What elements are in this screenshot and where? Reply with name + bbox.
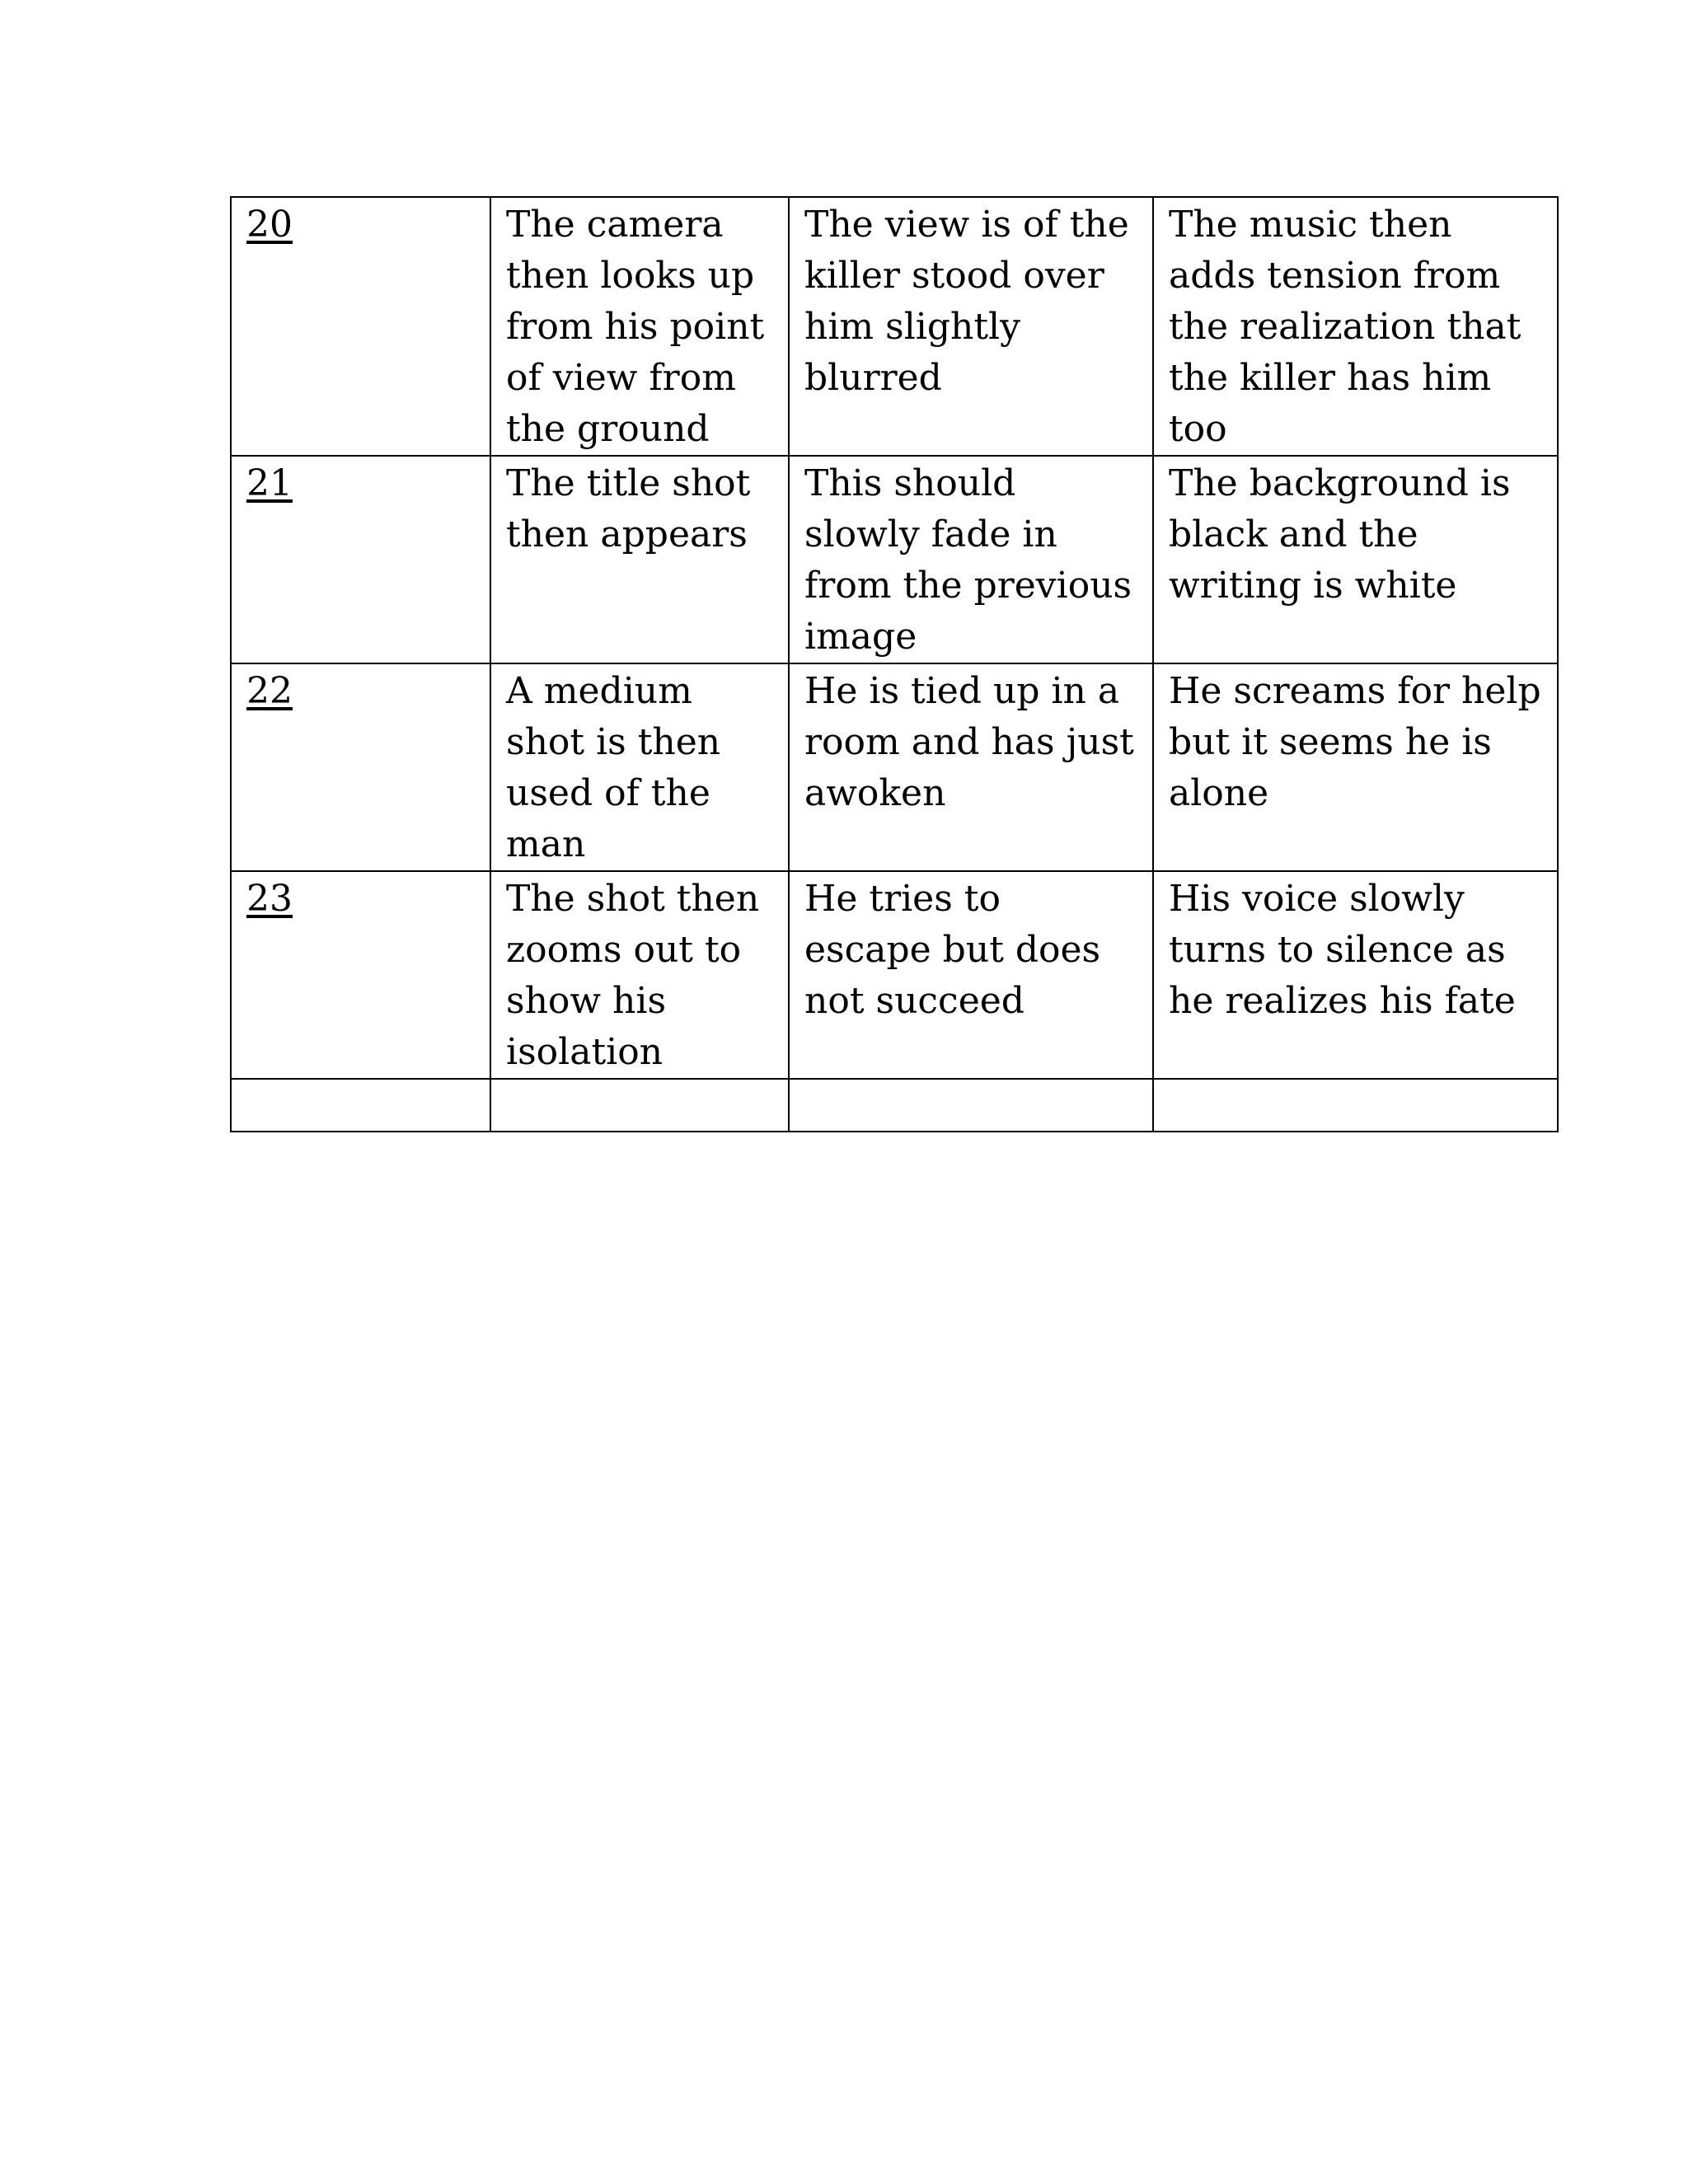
- camera-cell: The shot then zooms out to show his isolation: [490, 871, 789, 1079]
- camera-cell: The camera then looks up from his point of view from the ground: [490, 197, 789, 456]
- table-row: [231, 456, 1558, 663]
- sound-cell: The background is black and the writing is white: [1153, 456, 1558, 663]
- table-row: [231, 197, 1558, 456]
- shot-number-cell: [231, 871, 490, 1079]
- empty-cell: [789, 1079, 1153, 1132]
- empty-cell: [1153, 1079, 1558, 1132]
- action-cell: This should slowly fade in from the previous image: [789, 456, 1153, 663]
- shot-number-cell: [231, 663, 490, 871]
- shot-number: 23: [246, 878, 293, 920]
- empty-cell: [490, 1079, 789, 1132]
- storyboard-table: [230, 196, 1559, 1132]
- shot-number: 22: [246, 670, 293, 712]
- shot-number: 20: [246, 204, 293, 246]
- sound-cell: He screams for help but it seems he is alone: [1153, 663, 1558, 871]
- empty-table-row: [231, 1079, 1558, 1132]
- shot-number-cell: [231, 456, 490, 663]
- action-cell: He is tied up in a room and has just awoken: [789, 663, 1153, 871]
- action-cell: He tries to escape but does not succeed: [789, 871, 1153, 1079]
- table-row: [231, 663, 1558, 871]
- shot-number-cell: [231, 197, 490, 456]
- action-cell: The view is of the killer stood over him slightly blurred: [789, 197, 1153, 456]
- table-row: [231, 871, 1558, 1079]
- shot-number: 21: [246, 462, 293, 504]
- sound-cell: His voice slowly turns to silence as he realizes his fate: [1153, 871, 1558, 1079]
- camera-cell: A medium shot is then used of the man: [490, 663, 789, 871]
- empty-cell: [231, 1079, 490, 1132]
- camera-cell: The title shot then appears: [490, 456, 789, 663]
- sound-cell: The music then adds tension from the realization that the killer has him too: [1153, 197, 1558, 456]
